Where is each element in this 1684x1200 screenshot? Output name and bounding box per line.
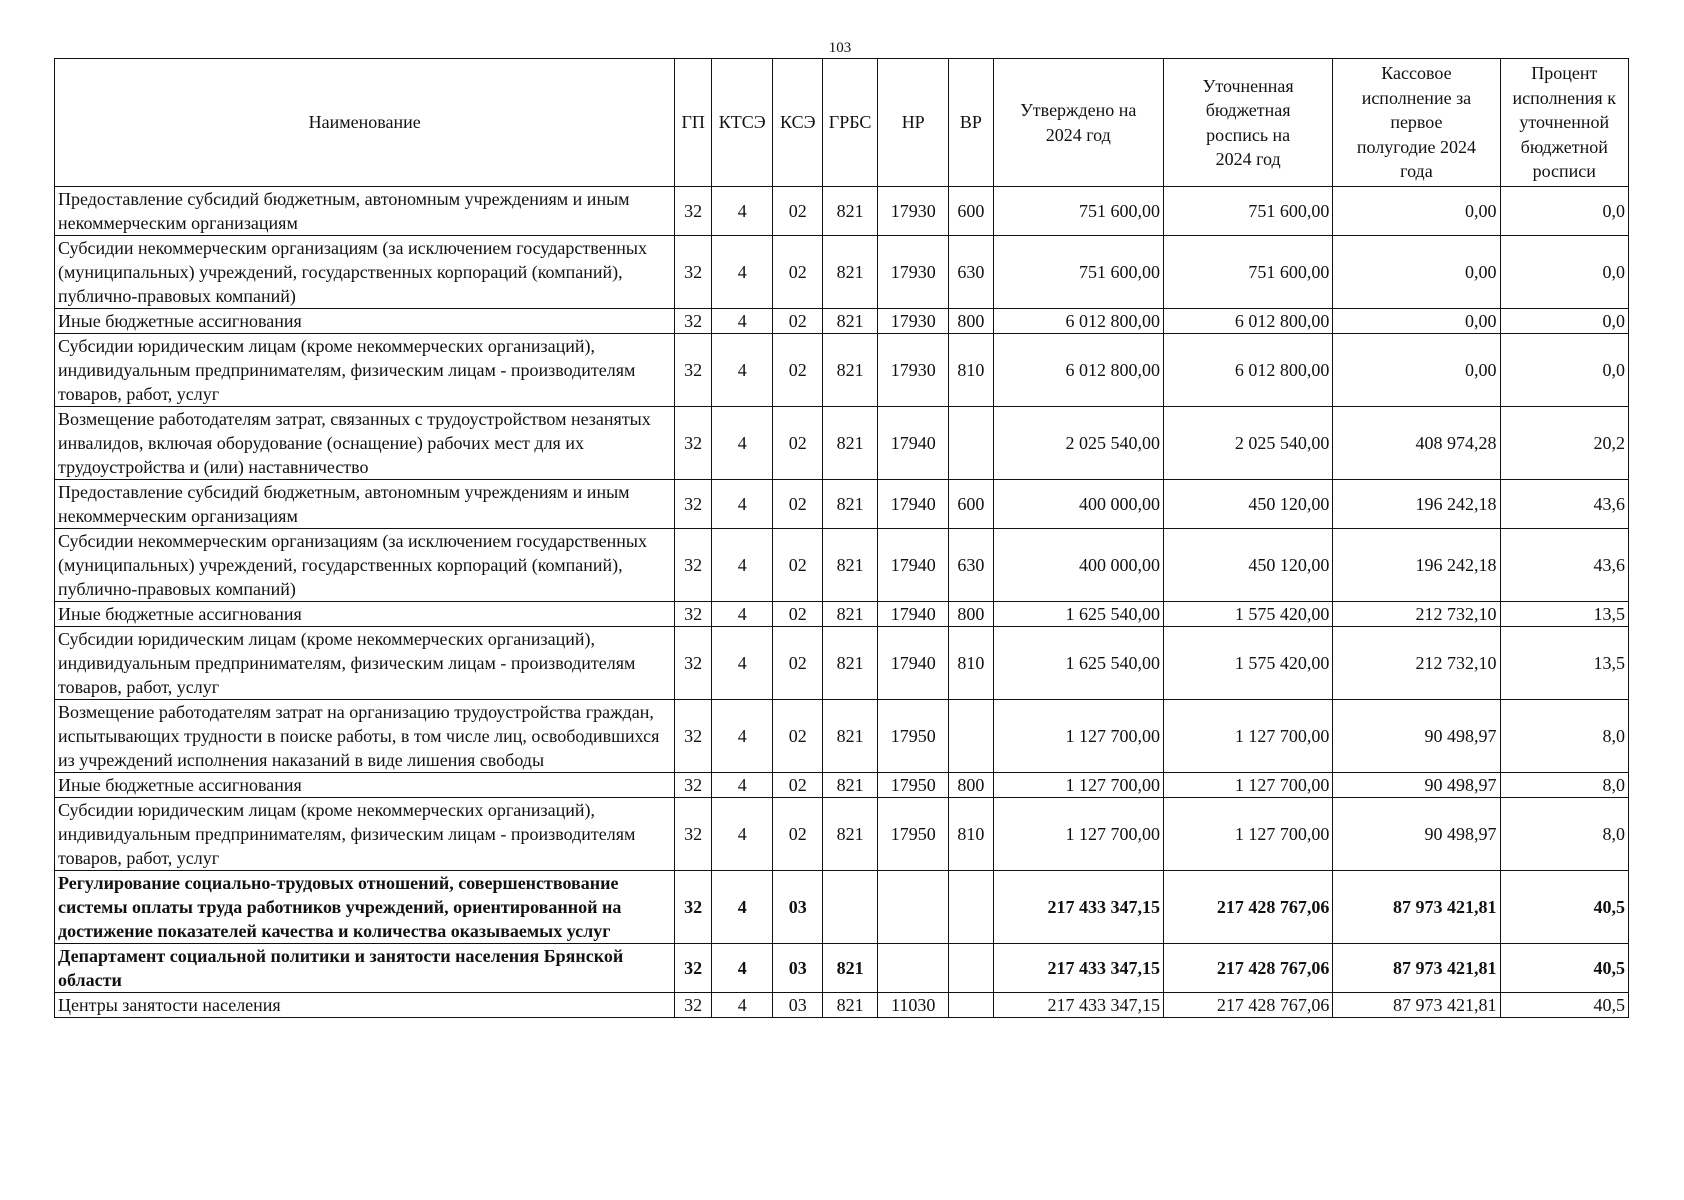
cell-approved: 1 127 700,00 xyxy=(993,798,1163,871)
cell-revised: 2 025 540,00 xyxy=(1163,407,1332,480)
table-row xyxy=(55,993,1629,1018)
cell-approved: 1 127 700,00 xyxy=(993,700,1163,773)
cell-percent: 0,0 xyxy=(1500,236,1628,309)
header-name: Наименование xyxy=(55,59,675,187)
cell-executed: 87 973 421,81 xyxy=(1333,993,1500,1018)
cell-np: 17930 xyxy=(878,309,949,334)
cell-approved: 400 000,00 xyxy=(993,480,1163,529)
cell-vr: 600 xyxy=(949,187,993,236)
table-row xyxy=(55,407,1629,480)
cell-percent: 0,0 xyxy=(1500,187,1628,236)
cell-vr xyxy=(949,993,993,1018)
cell-name: Субсидии юридическим лицам (кроме некоммерческих организаций), индивидуальным предпринимателям, физическим лицам - производителям товаров, работ, услуг xyxy=(55,627,675,700)
cell-ktse: 4 xyxy=(711,773,772,798)
cell-kse: 02 xyxy=(773,529,823,602)
cell-ktse: 4 xyxy=(711,944,772,993)
table-row xyxy=(55,187,1629,236)
cell-revised: 450 120,00 xyxy=(1163,480,1332,529)
table-row xyxy=(55,871,1629,944)
cell-ktse: 4 xyxy=(711,236,772,309)
cell-kse: 02 xyxy=(773,309,823,334)
cell-np: 17940 xyxy=(878,529,949,602)
cell-vr: 810 xyxy=(949,798,993,871)
cell-approved: 751 600,00 xyxy=(993,187,1163,236)
cell-np: 17940 xyxy=(878,407,949,480)
cell-np xyxy=(878,944,949,993)
table-row xyxy=(55,944,1629,993)
cell-percent: 40,5 xyxy=(1500,871,1628,944)
cell-revised: 1 127 700,00 xyxy=(1163,773,1332,798)
cell-vr: 810 xyxy=(949,627,993,700)
cell-np: 17950 xyxy=(878,773,949,798)
table-row xyxy=(55,700,1629,773)
cell-kse: 02 xyxy=(773,798,823,871)
header-grbs: ГРБС xyxy=(823,59,878,187)
cell-gp: 32 xyxy=(675,700,712,773)
cell-name: Иные бюджетные ассигнования xyxy=(55,309,675,334)
cell-vr xyxy=(949,944,993,993)
cell-vr: 800 xyxy=(949,309,993,334)
cell-executed: 196 242,18 xyxy=(1333,529,1500,602)
cell-gp: 32 xyxy=(675,871,712,944)
header-np: НР xyxy=(878,59,949,187)
cell-percent: 20,2 xyxy=(1500,407,1628,480)
cell-grbs: 821 xyxy=(823,480,878,529)
cell-gp: 32 xyxy=(675,334,712,407)
cell-grbs: 821 xyxy=(823,773,878,798)
cell-gp: 32 xyxy=(675,309,712,334)
cell-approved: 1 127 700,00 xyxy=(993,773,1163,798)
cell-name: Субсидии юридическим лицам (кроме некоммерческих организаций), индивидуальным предпринимателям, физическим лицам - производителям товаров, работ, услуг xyxy=(55,798,675,871)
cell-grbs: 821 xyxy=(823,236,878,309)
cell-percent: 0,0 xyxy=(1500,334,1628,407)
cell-gp: 32 xyxy=(675,798,712,871)
cell-percent: 43,6 xyxy=(1500,529,1628,602)
cell-name: Иные бюджетные ассигнования xyxy=(55,773,675,798)
header-ktse: КТСЭ xyxy=(711,59,772,187)
header-percent: Процент исполнения к уточненной бюджетной росписи xyxy=(1500,59,1628,187)
cell-revised: 751 600,00 xyxy=(1163,236,1332,309)
cell-name: Регулирование социально-трудовых отношений, совершенствование системы оплаты труда работников учреждений, ориентированной на достижение показателей качества и количества оказываемых услуг xyxy=(55,871,675,944)
cell-name: Предоставление субсидий бюджетным, автономным учреждениям и иным некоммерческим организациям xyxy=(55,480,675,529)
cell-grbs: 821 xyxy=(823,334,878,407)
cell-ktse: 4 xyxy=(711,700,772,773)
table-row xyxy=(55,627,1629,700)
cell-approved: 2 025 540,00 xyxy=(993,407,1163,480)
cell-executed: 0,00 xyxy=(1333,334,1500,407)
cell-executed: 90 498,97 xyxy=(1333,798,1500,871)
cell-revised: 6 012 800,00 xyxy=(1163,309,1332,334)
cell-percent: 13,5 xyxy=(1500,627,1628,700)
cell-executed: 90 498,97 xyxy=(1333,700,1500,773)
cell-approved: 1 625 540,00 xyxy=(993,602,1163,627)
cell-kse: 02 xyxy=(773,602,823,627)
cell-revised: 1 127 700,00 xyxy=(1163,798,1332,871)
cell-ktse: 4 xyxy=(711,334,772,407)
cell-revised: 217 428 767,06 xyxy=(1163,944,1332,993)
cell-gp: 32 xyxy=(675,480,712,529)
cell-kse: 03 xyxy=(773,871,823,944)
cell-kse: 02 xyxy=(773,700,823,773)
header-approved: Утверждено на 2024 год xyxy=(993,59,1163,187)
cell-np: 17940 xyxy=(878,627,949,700)
cell-np: 17930 xyxy=(878,334,949,407)
cell-executed: 212 732,10 xyxy=(1333,627,1500,700)
cell-name: Субсидии некоммерческим организациям (за исключением государственных (муниципальных) учреждений, государственных корпораций (компаний), публично-правовых компаний) xyxy=(55,529,675,602)
cell-np: 17930 xyxy=(878,187,949,236)
cell-grbs: 821 xyxy=(823,602,878,627)
cell-revised: 751 600,00 xyxy=(1163,187,1332,236)
cell-ktse: 4 xyxy=(711,871,772,944)
cell-percent: 43,6 xyxy=(1500,480,1628,529)
cell-revised: 1 575 420,00 xyxy=(1163,602,1332,627)
table-row xyxy=(55,773,1629,798)
cell-ktse: 4 xyxy=(711,798,772,871)
table-row xyxy=(55,334,1629,407)
table-row xyxy=(55,602,1629,627)
cell-vr xyxy=(949,700,993,773)
cell-grbs: 821 xyxy=(823,187,878,236)
header-kse: КСЭ xyxy=(773,59,823,187)
cell-name: Субсидии некоммерческим организациям (за исключением государственных (муниципальных) учреждений, государственных корпораций (компаний), публично-правовых компаний) xyxy=(55,236,675,309)
cell-kse: 03 xyxy=(773,944,823,993)
header-vr: ВР xyxy=(949,59,993,187)
cell-vr xyxy=(949,407,993,480)
cell-executed: 87 973 421,81 xyxy=(1333,871,1500,944)
cell-name: Центры занятости населения xyxy=(55,993,675,1018)
cell-name: Субсидии юридическим лицам (кроме некоммерческих организаций), индивидуальным предпринимателям, физическим лицам - производителям товаров, работ, услуг xyxy=(55,334,675,407)
cell-gp: 32 xyxy=(675,773,712,798)
table-row xyxy=(55,529,1629,602)
cell-np: 17940 xyxy=(878,602,949,627)
cell-kse: 02 xyxy=(773,480,823,529)
cell-approved: 6 012 800,00 xyxy=(993,334,1163,407)
cell-kse: 02 xyxy=(773,627,823,700)
cell-ktse: 4 xyxy=(711,187,772,236)
cell-name: Департамент социальной политики и занятости населения Брянской области xyxy=(55,944,675,993)
cell-np: 17930 xyxy=(878,236,949,309)
cell-percent: 8,0 xyxy=(1500,798,1628,871)
cell-name: Предоставление субсидий бюджетным, автономным учреждениям и иным некоммерческим организациям xyxy=(55,187,675,236)
cell-gp: 32 xyxy=(675,529,712,602)
cell-ktse: 4 xyxy=(711,993,772,1018)
cell-gp: 32 xyxy=(675,602,712,627)
cell-executed: 408 974,28 xyxy=(1333,407,1500,480)
cell-grbs: 821 xyxy=(823,407,878,480)
table-row xyxy=(55,480,1629,529)
cell-ktse: 4 xyxy=(711,407,772,480)
cell-approved: 217 433 347,15 xyxy=(993,871,1163,944)
cell-name: Возмещение работодателям затрат, связанных с трудоустройством незанятых инвалидов, включая оборудование (оснащение) рабочих мест для их трудоустройства и (или) наставничество xyxy=(55,407,675,480)
cell-grbs: 821 xyxy=(823,944,878,993)
cell-approved: 217 433 347,15 xyxy=(993,944,1163,993)
cell-revised: 1 127 700,00 xyxy=(1163,700,1332,773)
cell-ktse: 4 xyxy=(711,309,772,334)
cell-approved: 1 625 540,00 xyxy=(993,627,1163,700)
cell-gp: 32 xyxy=(675,627,712,700)
table-row xyxy=(55,798,1629,871)
cell-executed: 0,00 xyxy=(1333,236,1500,309)
cell-gp: 32 xyxy=(675,993,712,1018)
cell-grbs: 821 xyxy=(823,700,878,773)
cell-vr: 800 xyxy=(949,773,993,798)
cell-kse: 02 xyxy=(773,236,823,309)
table-row xyxy=(55,236,1629,309)
cell-percent: 40,5 xyxy=(1500,993,1628,1018)
cell-revised: 6 012 800,00 xyxy=(1163,334,1332,407)
cell-kse: 02 xyxy=(773,407,823,480)
cell-vr: 630 xyxy=(949,529,993,602)
cell-kse: 02 xyxy=(773,773,823,798)
cell-grbs: 821 xyxy=(823,993,878,1018)
cell-revised: 450 120,00 xyxy=(1163,529,1332,602)
cell-np: 11030 xyxy=(878,993,949,1018)
cell-executed: 196 242,18 xyxy=(1333,480,1500,529)
cell-percent: 0,0 xyxy=(1500,309,1628,334)
cell-percent: 40,5 xyxy=(1500,944,1628,993)
header-gp: ГП xyxy=(675,59,712,187)
cell-kse: 02 xyxy=(773,334,823,407)
cell-gp: 32 xyxy=(675,944,712,993)
cell-ktse: 4 xyxy=(711,602,772,627)
header-executed: Кассовое исполнение за первое полугодие 2024 года xyxy=(1333,59,1500,187)
cell-grbs: 821 xyxy=(823,798,878,871)
header-revised: Уточненная бюджетная роспись на 2024 год xyxy=(1163,59,1332,187)
cell-approved: 217 433 347,15 xyxy=(993,993,1163,1018)
cell-vr xyxy=(949,871,993,944)
cell-np: 17950 xyxy=(878,798,949,871)
cell-executed: 212 732,10 xyxy=(1333,602,1500,627)
cell-revised: 217 428 767,06 xyxy=(1163,871,1332,944)
cell-approved: 400 000,00 xyxy=(993,529,1163,602)
page-number: 103 xyxy=(828,40,852,56)
cell-revised: 217 428 767,06 xyxy=(1163,993,1332,1018)
cell-gp: 32 xyxy=(675,407,712,480)
cell-approved: 6 012 800,00 xyxy=(993,309,1163,334)
cell-vr: 630 xyxy=(949,236,993,309)
cell-executed: 90 498,97 xyxy=(1333,773,1500,798)
cell-percent: 13,5 xyxy=(1500,602,1628,627)
cell-ktse: 4 xyxy=(711,529,772,602)
cell-approved: 751 600,00 xyxy=(993,236,1163,309)
cell-grbs: 821 xyxy=(823,627,878,700)
cell-percent: 8,0 xyxy=(1500,773,1628,798)
cell-executed: 0,00 xyxy=(1333,309,1500,334)
cell-gp: 32 xyxy=(675,236,712,309)
cell-vr: 800 xyxy=(949,602,993,627)
cell-percent: 8,0 xyxy=(1500,700,1628,773)
cell-np: 17950 xyxy=(878,700,949,773)
cell-executed: 0,00 xyxy=(1333,187,1500,236)
cell-np: 17940 xyxy=(878,480,949,529)
cell-ktse: 4 xyxy=(711,627,772,700)
cell-kse: 02 xyxy=(773,187,823,236)
cell-grbs: 821 xyxy=(823,529,878,602)
cell-grbs: 821 xyxy=(823,309,878,334)
budget-table xyxy=(54,58,1629,1018)
table-header-row xyxy=(55,59,1629,187)
cell-np xyxy=(878,871,949,944)
cell-vr: 600 xyxy=(949,480,993,529)
cell-name: Иные бюджетные ассигнования xyxy=(55,602,675,627)
cell-executed: 87 973 421,81 xyxy=(1333,944,1500,993)
cell-name: Возмещение работодателям затрат на организацию трудоустройства граждан, испытывающих трудности в поиске работы, в том числе лиц, освободившихся из учреждений исполнения наказаний в виде лишения свободы xyxy=(55,700,675,773)
cell-revised: 1 575 420,00 xyxy=(1163,627,1332,700)
cell-gp: 32 xyxy=(675,187,712,236)
table-row xyxy=(55,309,1629,334)
cell-kse: 03 xyxy=(773,993,823,1018)
cell-ktse: 4 xyxy=(711,480,772,529)
cell-grbs xyxy=(823,871,878,944)
cell-vr: 810 xyxy=(949,334,993,407)
